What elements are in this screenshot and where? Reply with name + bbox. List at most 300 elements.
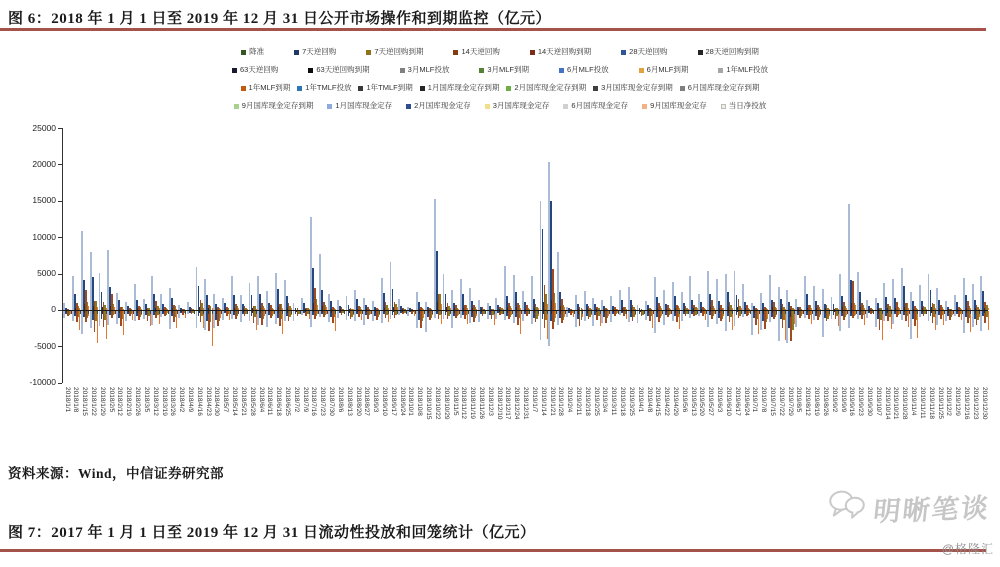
bar-positive [801,309,802,310]
bar-positive [516,307,517,309]
bar-negative [331,311,332,313]
x-tick [327,311,328,314]
bar-positive [728,307,729,309]
bar-negative [851,311,852,313]
x-tick [432,311,433,314]
x-tick-label: 2019/10/7 [874,387,882,416]
x-tick [768,311,769,314]
x-tick-label: 2018/10/22 [433,387,441,420]
x-tick-label: 2019/10/21 [892,387,900,420]
x-tick [503,311,504,314]
bar-positive [904,307,905,310]
x-tick-label: 2018/12/17 [504,387,512,420]
x-tick-label: 2019/1/28 [557,387,565,416]
y-axis [62,128,63,383]
bar-positive [172,308,173,310]
bar-negative [604,311,605,313]
bar-positive [483,309,484,310]
figure7-title-underline [0,549,986,552]
x-tick-label: 2018/1/1 [63,387,71,413]
x-tick [618,311,619,314]
bar-negative [622,311,623,312]
bar-negative [640,311,641,312]
x-tick [362,311,363,314]
bar-negative [693,311,694,312]
bar-negative [701,311,702,312]
bar-negative [648,311,649,313]
bar-negative [75,311,76,313]
x-tick [697,311,698,314]
bar-positive [895,308,896,310]
bar-negative [534,311,535,313]
x-tick [741,311,742,314]
legend-label: 6月MLF到期 [646,65,689,75]
bar-negative [745,311,746,312]
bar-negative [507,311,508,313]
legend-label: 3月MLF到期 [487,65,529,75]
bar-positive [192,309,193,310]
x-tick [256,311,257,314]
x-tick-label: 2019/5/13 [689,387,697,416]
bar-negative [975,311,976,314]
x-tick-label: 2019/2/18 [583,387,591,416]
source-line: 资料来源：Wind，中信证券研究部 [8,466,225,481]
y-tick-label: 20000 [32,158,56,169]
bar-negative [781,311,782,314]
x-tick [212,311,213,314]
x-tick-label: 2019/9/23 [857,387,865,416]
x-tick [538,311,539,314]
x-tick [979,311,980,314]
bar-negative [516,311,517,313]
y-tick [58,201,62,202]
bar-positive [913,309,914,310]
bar-positive [278,307,279,310]
legend-label: 1年MLF到期 [248,83,291,93]
x-tick [909,311,910,314]
x-tick [556,311,557,314]
x-tick-label: 2018/8/6 [336,387,344,413]
bar-positive [110,306,111,310]
legend-label: 降准 [249,47,265,57]
x-tick [230,311,231,314]
bar-positive [260,308,261,310]
x-tick [953,311,954,314]
x-tick-label: 2019/12/23 [971,387,979,420]
y-tick [58,128,62,129]
x-tick [803,311,804,314]
bar-positive [604,309,605,310]
bar-positive [269,309,270,310]
x-tick-label: 2019/8/19 [813,387,821,416]
x-tick [635,311,636,314]
x-tick-label: 2019/9/9 [839,387,847,413]
x-tick [917,311,918,314]
x-tick-label: 2019/10/14 [883,387,891,420]
legend-label: 14天逆回购 [461,47,500,57]
x-tick [282,311,283,314]
x-tick [847,311,848,314]
x-tick-label: 2018/10/29 [442,387,450,420]
y-tick [58,164,62,165]
x-tick [653,311,654,314]
x-tick-label: 2019/8/26 [821,387,829,416]
figure6-title: 图 6：2018 年 1 月 1 日至 2019 年 12 月 31 日公开市场操作和到期监控（亿元） [8,11,552,27]
x-tick [115,311,116,314]
figure7-title: 图 7：2017 年 1 月 1 日至 2019 年 12 月 31 日流动性投放和回笼统计（亿元） [8,525,536,541]
bar-positive [322,306,323,310]
x-tick-label: 2019/11/4 [910,387,918,416]
x-tick [168,311,169,314]
bar-positive [93,306,94,310]
y-tick-label: 5000 [37,268,56,279]
bar-negative [110,311,111,312]
bar-positive [102,307,103,310]
bar-positive [693,308,694,310]
y-tick-label: 10000 [32,231,56,242]
bar-positive [763,309,764,310]
x-tick [715,311,716,314]
x-tick-label: 2018/12/24 [513,387,521,420]
x-tick [494,311,495,314]
bar-negative [763,311,764,314]
bar-positive [472,308,473,310]
bar-negative [216,311,217,314]
bar-positive [939,308,940,310]
x-tick-label: 2019/12/30 [980,387,988,420]
x-tick [970,311,971,314]
bar-negative [710,311,711,313]
bar-positive [75,308,76,310]
x-tick [944,311,945,314]
bar-negative [737,311,738,312]
bar-negative [366,311,367,312]
bar-positive [825,308,826,309]
x-tick-label: 2018/1/15 [81,387,89,416]
bar-negative [349,311,350,313]
bar-positive [411,309,413,310]
x-tick [133,311,134,314]
x-tick-label: 2018/7/9 [301,387,309,413]
bar-negative [119,311,120,313]
x-tick-label: 2019/4/8 [645,387,653,413]
bar-negative [578,311,579,314]
legend-label: 63天逆回购 [239,65,279,75]
bar-negative [790,311,791,317]
bar-negative [957,311,958,312]
x-tick-label: 2018/1/8 [72,387,80,413]
bar-negative [163,311,164,312]
bar-positive [948,309,949,310]
bar-positive [297,308,299,310]
x-tick-label: 2019/11/18 [927,387,935,420]
bar-positive [675,308,676,310]
x-tick [318,311,319,314]
x-tick-label: 2018/2/19 [125,387,133,416]
bar-positive [454,308,455,309]
bar-positive [431,309,432,310]
bar-negative [313,311,314,313]
bar-positive [446,307,447,310]
x-tick [141,311,142,314]
x-tick [521,311,522,314]
x-tick-label: 2019/10/28 [901,387,909,420]
bar-positive [842,307,843,310]
bar-positive [148,308,149,310]
bar-negative [181,311,182,312]
bar-positive [790,309,791,310]
x-tick [591,311,592,314]
x-tick [688,311,689,314]
x-tick-label: 2018/12/3 [486,387,494,416]
bar-positive [340,309,341,310]
bar-negative [243,311,244,312]
bar-positive [67,309,69,310]
bar-positive [560,306,561,310]
legend-label: 9月国库现金定存到期 [241,101,314,111]
bar-negative [966,311,967,313]
x-tick [600,311,601,314]
x-tick-label: 2018/3/5 [142,387,150,413]
x-tick [97,311,98,314]
bar-positive [984,308,985,310]
y-tick [58,346,62,347]
bar-negative [551,311,552,314]
bar-positive [851,303,852,310]
x-tick [794,311,795,314]
x-tick [221,311,222,314]
x-tick-label: 2019/7/1 [751,387,759,413]
x-tick [88,311,89,314]
bar-positive [701,309,702,310]
bar-positive [657,308,658,310]
x-tick [450,311,451,314]
x-tick-label: 2018/8/27 [363,387,371,416]
bar-positive [492,309,493,310]
x-tick [820,311,821,314]
bar-negative [904,311,905,313]
bar-positive [199,307,200,310]
bar-negative [587,311,588,313]
x-tick-label: 2018/6/4 [257,387,265,413]
bar-positive [357,309,358,310]
x-tick-label: 2019/2/4 [566,387,574,413]
bar-negative [146,311,147,313]
bar-positive [419,309,420,310]
legend-label: 1年TMLF到期 [366,83,413,93]
bar-negative [357,311,358,312]
x-tick-label: 2019/5/27 [707,387,715,416]
x-tick [626,311,627,314]
bar-positive [869,309,870,310]
x-tick [759,311,760,314]
bar-positive [228,308,229,310]
x-tick-label: 2018/10/15 [425,387,433,420]
x-tick-label: 2019/3/25 [627,387,635,416]
x-tick-label: 2018/11/12 [460,387,468,420]
legend-label: 1年MLF投放 [726,65,769,75]
bar-negative [446,311,447,312]
bar-positive [402,309,403,310]
x-tick-label: 2019/3/11 [610,387,618,416]
bar-positive [331,309,332,310]
x-tick-label: 2018/1/29 [98,387,106,416]
bar-negative [296,311,297,312]
legend-label: 28天逆回购 [629,47,668,57]
bar-positive [163,309,164,310]
bar-negative [102,311,103,314]
x-tick-label: 2018/11/19 [469,387,477,420]
bar-positive [84,304,85,310]
bar-positive [975,308,976,310]
x-tick-label: 2018/3/12 [151,387,159,416]
x-tick [300,311,301,314]
bar-negative [287,311,288,313]
x-tick [203,311,204,314]
legend-label: 7天逆回购到期 [374,47,424,57]
bar-negative [225,311,226,312]
bar-negative [887,311,888,313]
x-tick [159,311,160,314]
x-tick-label: 2019/6/24 [742,387,750,416]
x-tick [476,311,477,314]
x-tick-label: 2018/5/14 [231,387,239,416]
x-tick-label: 2019/7/22 [777,387,785,416]
bar-positive [587,309,588,310]
bar-positive [596,309,597,310]
x-tick [679,311,680,314]
bar-negative [878,311,879,314]
x-tick [397,311,398,314]
bar-negative [988,311,989,330]
x-tick-label: 2019/4/22 [663,387,671,416]
x-tick [353,311,354,314]
legend-label: 6月国库现金定存到期 [687,83,760,93]
bar-negative [137,311,138,313]
bar-positive [578,309,579,310]
bar-negative [543,311,544,314]
x-tick-label: 2018/2/26 [134,387,142,416]
bar-negative [375,311,376,313]
x-tick-label: 2018/11/26 [477,387,485,420]
bar-negative [657,311,658,313]
x-tick [265,311,266,314]
bar-negative [472,311,473,313]
x-tick [882,311,883,314]
bar-positive [216,309,217,310]
x-tick-label: 2018/6/11 [266,387,274,416]
x-tick [829,311,830,314]
bar-positive [252,308,253,310]
bar-negative [428,311,429,313]
x-tick-label: 2019/1/21 [548,387,556,416]
bar-positive [375,309,376,310]
bar-positive [525,309,526,310]
bar-negative [525,311,526,312]
bar-negative [199,311,200,313]
x-tick-label: 2018/4/16 [195,387,203,416]
bar-negative [816,311,817,313]
y-tick-label: -5000 [34,340,56,351]
bar-negative [278,311,279,313]
x-tick-label: 2019/7/15 [769,387,777,416]
x-tick-label: 2019/9/30 [866,387,874,416]
x-tick [124,311,125,314]
x-tick [177,311,178,314]
x-tick-label: 2019/12/2 [945,387,953,416]
bar-positive [384,308,385,310]
x-tick [582,311,583,314]
x-tick [723,311,724,314]
legend-label: 7天逆回购 [302,47,337,57]
legend-label: 3月MLF投放 [407,65,450,75]
x-tick-label: 2018/5/28 [248,387,256,416]
bar-positive [922,308,923,310]
x-tick-label: 2018/6/25 [283,387,291,416]
bar-negative [260,311,261,313]
bar-positive [131,309,132,310]
x-tick-label: 2019/9/16 [848,387,856,416]
legend-label: 63天逆回购到期 [316,65,370,75]
legend-label: 3月国库现金定存到期 [601,83,673,93]
x-tick-label: 2018/11/5 [451,387,459,416]
bar-positive [463,308,464,310]
legend-label: 6月MLF投放 [567,65,609,75]
x-tick [150,311,151,314]
x-tick-label: 2018/10/1 [407,387,415,416]
bar-positive [570,309,572,310]
legend-label: 6月国库现金定存 [571,101,629,111]
bar-positive [507,307,508,310]
bar-positive [481,309,482,310]
bar-positive [872,309,873,310]
bar-positive [781,308,782,310]
bar-positive [225,309,226,310]
x-tick-label: 2018/12/10 [495,387,503,420]
bar-positive [622,308,623,309]
bar-positive [613,309,614,310]
x-tick-label: 2019/4/1 [636,387,644,413]
bar-negative [269,311,270,313]
x-tick-label: 2018/3/19 [160,387,168,416]
x-tick [185,311,186,314]
y-tick [58,383,62,384]
x-tick [574,311,575,314]
bar-negative [463,311,464,312]
x-tick [406,311,407,314]
bar-positive [305,309,306,310]
x-tick [609,311,610,314]
bar-negative [454,311,455,313]
x-tick-label: 2019/8/5 [795,387,803,413]
x-tick-label: 2018/9/3 [372,387,380,413]
x-tick [750,311,751,314]
watermark-name: 明晰笔谈 [871,492,992,528]
x-tick-label: 2018/3/26 [169,387,177,416]
watermark [828,488,990,527]
x-tick-label: 2019/1/14 [539,387,547,416]
x-tick-label: 2018/9/24 [398,387,406,416]
x-tick [71,311,72,314]
bar-positive [684,309,685,310]
x-tick-label: 2019/9/2 [830,387,838,413]
legend-label: 2月国库现金定存 [414,101,471,111]
y-tick-label: -10000 [29,377,56,388]
x-tick [424,311,425,314]
bar-negative [931,311,932,313]
bar-negative [419,311,420,314]
bar-positive [543,302,544,310]
